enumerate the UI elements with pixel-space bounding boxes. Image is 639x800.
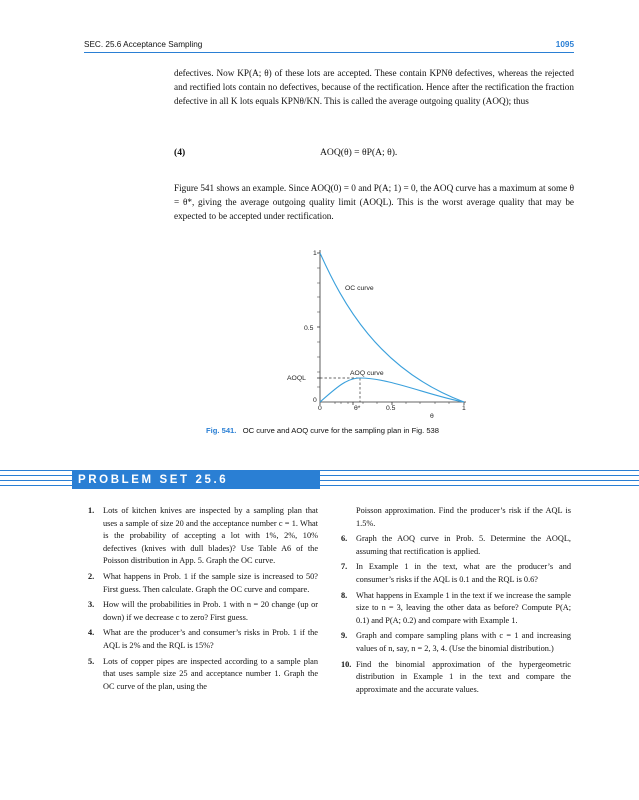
x-axis-variable: θ xyxy=(430,413,434,419)
x-tick-theta-star: θ* xyxy=(354,405,361,412)
problem-number: 6. xyxy=(341,534,348,544)
problem-number: 10. xyxy=(341,659,352,669)
oc-curve xyxy=(320,253,464,402)
problem-text: In Example 1 in the text, what are the producer’s and consumer’s risks if the AQL is 0.1 and the RQL is 0.6? xyxy=(356,562,571,584)
figure-caption xyxy=(206,426,439,435)
problem-number: 9. xyxy=(341,631,348,641)
caption-text: OC curve and AOQ curve for the sampling plan in Fig. 538 xyxy=(242,426,440,435)
problem-item xyxy=(88,656,318,694)
problem-item xyxy=(341,561,571,586)
aoq-curve-label: AOQ curve xyxy=(350,370,384,377)
problem-text: Poisson approximation. Find the producer’s risk if the AQL is 1.5%. xyxy=(356,506,571,528)
problem-number: 1. xyxy=(88,506,95,515)
aoq-equation: AOQ(θ) = θP(A; θ). xyxy=(320,147,398,158)
problem-number: 8. xyxy=(341,590,348,600)
aoq-curve xyxy=(320,378,464,402)
problem-text: Lots of kitchen knives are inspected by a sampling plan that uses a sample of size 20 and the acceptance number c = 1. What is the probability of accepting a lot with 1%, 2%, 10% defectives (knives with dull blades)? Use Table A6 of the Poisson distribution in App. 5. Graph the OC curve. xyxy=(103,506,318,566)
problem-item xyxy=(341,533,571,558)
header-rule xyxy=(84,52,574,53)
figure-paragraph xyxy=(174,182,574,224)
oc-aoq-figure xyxy=(280,244,480,419)
equation-number: (4) xyxy=(174,147,186,158)
problem-text: Find the binomial approximation of the hypergeometric distribution in Example 1 in the text and compare the approximate and the accurate values. xyxy=(356,659,571,694)
problem-text: Graph and compare sampling plans with c = 1 and increasing values of n, say, n = 2, 3, 4. (Use the binomial distribution.) xyxy=(356,631,571,653)
problem-number: 3. xyxy=(88,600,95,610)
problem-text: What happens in Prob. 1 if the sample size is increased to 50? First guess. Then calculate. Graph the OC curve and compare. xyxy=(103,571,318,594)
x-tick-0: 0 xyxy=(318,405,322,412)
intro-text: defectives. Now KP(A; θ) of these lots are accepted. These contain KPNθ defectives, whereas the rejected and rectified lots contain no defectives, because of the rectification. Hence after the rectification the fraction defective in all K lots equals KPNθ/KN. This is called the average outgoing quality (AOQ); thus xyxy=(174,68,574,106)
problem-item xyxy=(341,659,571,697)
intro-paragraph xyxy=(174,67,574,109)
figure-text: Figure 541 shows an example. Since AOQ(0) = 0 and P(A; 1) = 0, the AOQ curve has a maximum at some θ = θ*, giving the average outgoing quality limit (AOQL). This is the worst average quality that may be expected to be accepted under rectification. xyxy=(174,183,574,221)
section-title: SEC. 25.6 Acceptance Sampling xyxy=(84,40,203,49)
y-tick-0: 0 xyxy=(313,397,317,404)
problem-text: What happens in Example 1 in the text if we increase the sample size to n = 3, leaving the other data as before? Compute P(A; 0.1) and P(A; 0.2) and compare with Example 1. xyxy=(356,590,571,625)
problem-set-title: PROBLEM SET 25.6 xyxy=(78,474,229,486)
oc-curve-label: OC curve xyxy=(345,285,374,292)
problem-number: 4. xyxy=(88,628,95,638)
problems-right-column xyxy=(341,505,571,699)
caption-label: Fig. 541. xyxy=(206,426,237,435)
problem-number: 2. xyxy=(88,571,95,581)
problem-number: 7. xyxy=(341,562,348,572)
y-tick-1: 1 xyxy=(313,250,317,257)
problem-item xyxy=(88,571,318,596)
aoql-label: AOQL xyxy=(287,375,306,382)
page-number: 1095 xyxy=(555,40,574,49)
problem-item xyxy=(88,627,318,652)
problem-text: Lots of copper pipes are inspected according to a sample plan that uses sample size 25 and acceptance number 1. Graph the OC curve of the plan, using the xyxy=(103,656,318,691)
y-tick-0-5: 0.5 xyxy=(304,325,314,332)
problem-number: 5. xyxy=(88,656,95,666)
problem-text: Graph the AOQ curve in Prob. 5. Determine the AOQL, assuming that rectification is applied. xyxy=(356,534,571,556)
x-tick-0-5: 0.5 xyxy=(386,405,396,412)
problem-item xyxy=(341,590,571,628)
problem-text: How will the probabilities in Prob. 1 with n = 20 change (up or down) if we decrease c to zero? First guess. xyxy=(103,600,318,622)
problem-item xyxy=(88,505,318,568)
problem-item xyxy=(88,599,318,624)
problem-text: What are the producer’s and consumer’s risks in Prob. 1 if the AQL is 2% and the RQL is 15%? xyxy=(103,628,318,650)
problem-item xyxy=(341,630,571,655)
x-tick-1: 1 xyxy=(462,405,466,412)
problems-left-column xyxy=(88,505,318,696)
problem-continuation xyxy=(341,505,571,530)
